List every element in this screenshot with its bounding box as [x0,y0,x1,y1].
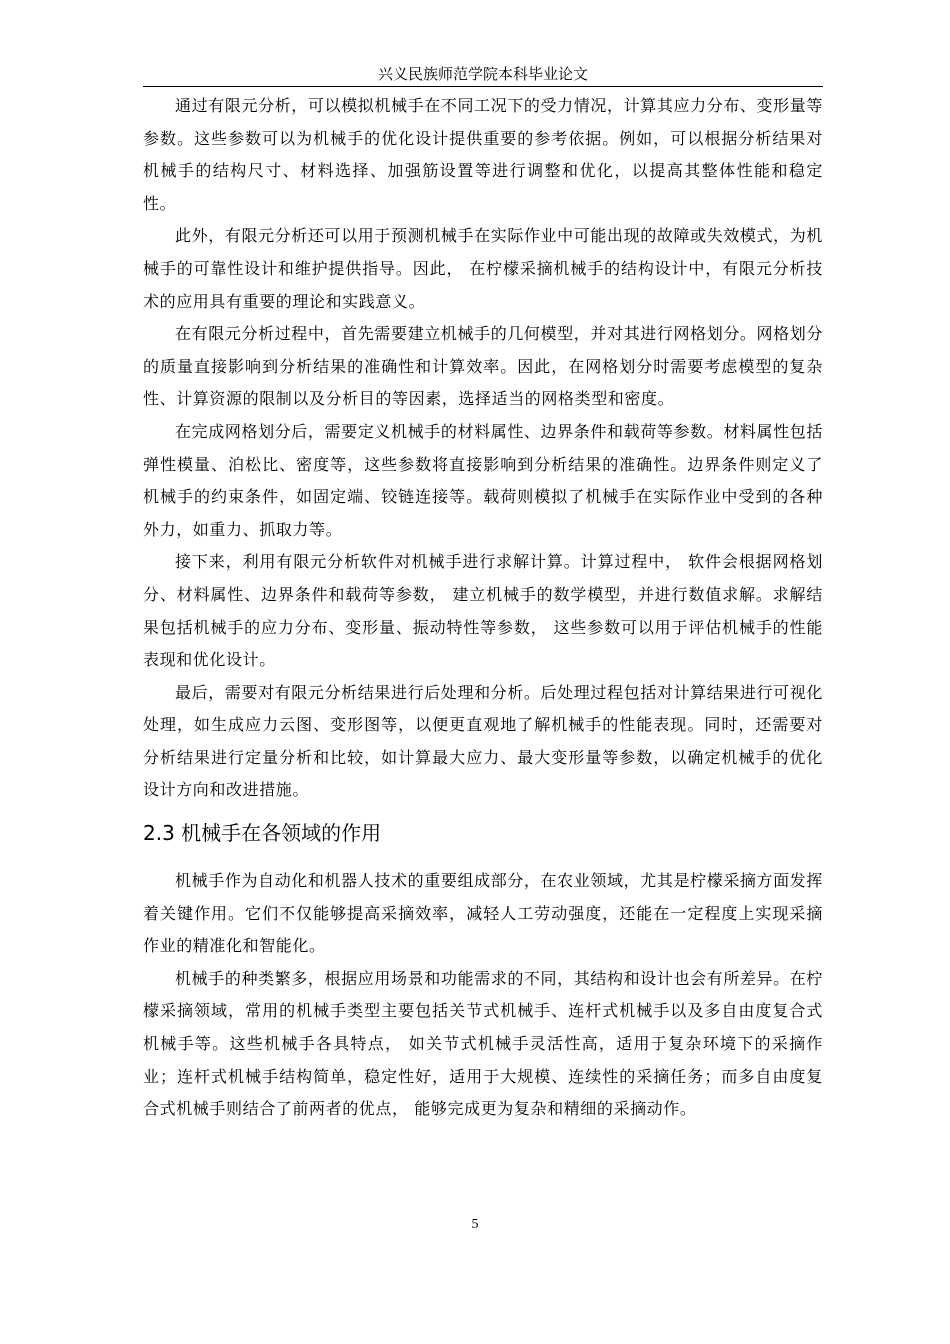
paragraph: 此外，有限元分析还可以用于预测机械手在实际作业中可能出现的故障或失效模式，为机械手的可靠性设计和维护提供指导。因此， 在柠檬采摘机械手的结构设计中，有限元分析技术的应用具有重要的理论和实践意义。 [143,226,823,311]
paragraph: 在有限元分析过程中，首先需要建立机械手的几何模型，并对其进行网格划分。网格划分的质量直接影响到分析结果的准确性和计算效率。因此，在网格划分时需要考虑模型的复杂性、计算资源的限制以及分析目的等因素，选择适当的网格类型和密度。 [143,324,823,409]
paragraph: 最后，需要对有限元分析结果进行后处理和分析。后处理过程包括对计算结果进行可视化处理，如生成应力云图、变形图等，以便更直观地了解机械手的性能表现。同时，还需要对分析结果进行定量分析和比较，如计算最大应力、最大变形量等参数，以确定机械手的优化设计方向和改进措施。 [143,682,823,800]
paragraph: 接下来，利用有限元分析软件对机械手进行求解计算。计算过程中， 软件会根据网格划分、材料属性、边界条件和载荷等参数， 建立机械手的数学模型，并进行数值求解。求解结果包括机械手的应力分布、变形量、振动特性等参数， 这些参数可以用于评估机械手的性能表现和优化设计。 [143,552,823,670]
page-body [143,90,823,1126]
section-heading: 2.3 机械手在各领域的作用 [143,821,382,846]
paragraph: 通过有限元分析，可以模拟机械手在不同工况下的受力情况，计算其应力分布、变形量等参数。这些参数可以为机械手的优化设计提供重要的参考依据。例如，可以根据分析结果对机械手的结构尺寸、材料选择、加强筋设置等进行调整和优化，以提高其整体性能和稳定性。 [143,96,823,213]
page-number: 5 [471,1217,479,1232]
paragraph: 在完成网格划分后，需要定义机械手的材料属性、边界条件和载荷等参数。材料属性包括弹性模量、泊松比、密度等，这些参数将直接影响到分析结果的准确性。边界条件则定义了机械手的约束条件，如固定端、铰链连接等。载荷则模拟了机械手在实际作业中受到的各种外力，如重力、抓取力等。 [143,421,823,539]
paragraph: 机械手作为自动化和机器人技术的重要组成部分，在农业领域，尤其是柠檬采摘方面发挥着关键作用。它们不仅能够提高采摘效率，减轻人工劳动强度，还能在一定程度上实现采摘作业的精准化和智能化。 [143,871,823,956]
header-divider [143,86,823,87]
paragraph: 机械手的种类繁多，根据应用场景和功能需求的不同，其结构和设计也会有所差异。在柠檬采摘领域，常用的机械手类型主要包括关节式机械手、连杆式机械手以及多自由度复合式机械手等。这些机械手各具特点， 如关节式机械手灵活性高，适用于复杂环境下的采摘作业；连杆式机械手结构简单，稳定性好，适用于大规模、连续性的采摘任务；而多自由度复合式机械手则结合了前两者的优点， 能够完成更为复杂和精细的采摘动作。 [143,968,823,1119]
page-header: 兴义民族师范学院本科毕业论文 [377,65,588,83]
